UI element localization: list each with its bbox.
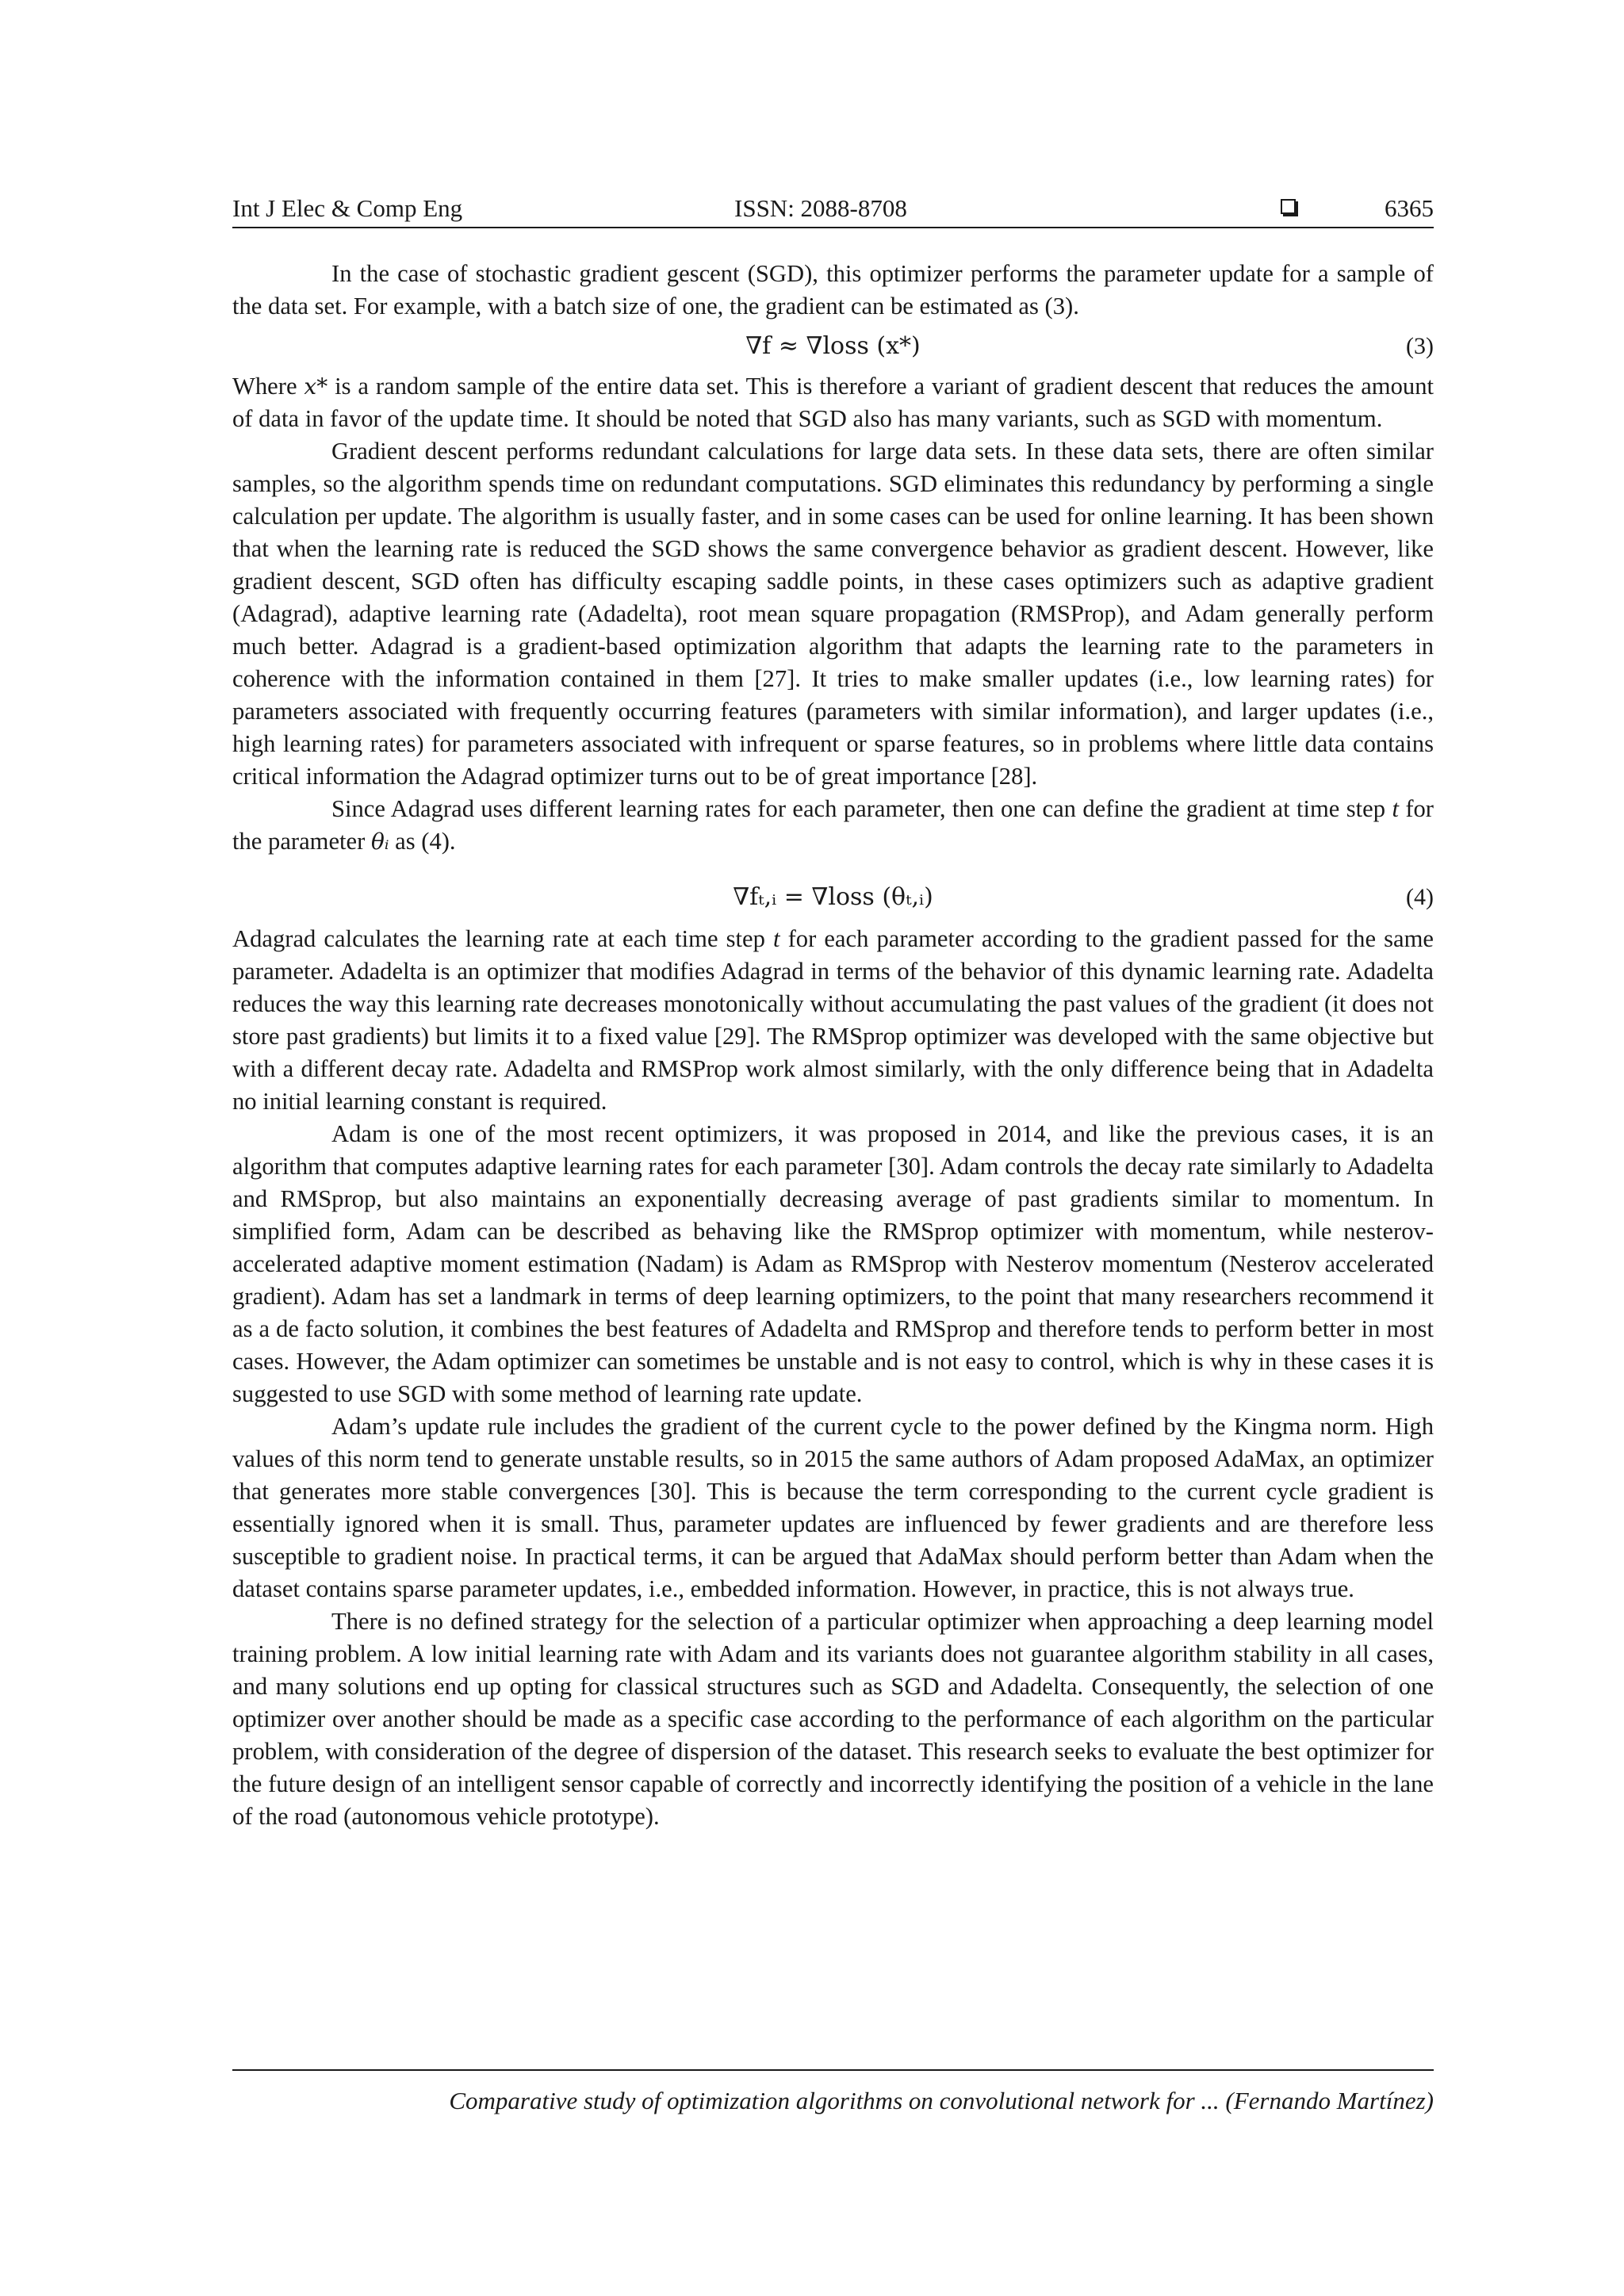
variable-t-2: t bbox=[773, 925, 780, 952]
equation-4-formula: ∇fₜ,ᵢ = ∇loss (θₜ,ᵢ) bbox=[733, 883, 933, 911]
square-box-icon bbox=[1281, 199, 1296, 214]
page-number: 6365 bbox=[1385, 194, 1434, 222]
body-text bbox=[232, 258, 1434, 1833]
running-footer: Comparative study of optimization algorithms on convolutional network for ... (Fernando Martínez) bbox=[449, 2087, 1434, 2114]
paragraph-adagrad-define-mid: for the parameter bbox=[232, 795, 1434, 855]
paragraph-where-post: is a random sample of the entire data set. This is therefore a variant of gradient descent that reduces the amount of data in favor of the update time. It should be noted that SGD also has many variants, such as SGD with momentum. bbox=[232, 373, 1434, 432]
paragraph-sgd-intro: In the case of stochastic gradient gescent (SGD), this optimizer performs the parameter update for a sample of the data set. For example, with a batch size of one, the gradient can be estimated as (3). bbox=[232, 260, 1434, 320]
equation-4 bbox=[232, 874, 1434, 923]
paragraph-gradient-descent: Gradient descent performs redundant calculations for large data sets. In these data sets, there are often similar samples, so the algorithm spends time on redundant computations. SGD eliminates this redundancy by performing a single calculation per update. The algorithm is usually faster, and in some cases can be used for online learning. It has been shown that when the learning rate is reduced the SGD shows the same convergence behavior as gradient descent. However, like gradient descent, SGD often has difficulty escaping saddle points, in these cases optimizers such as adaptive gradient (Adagrad), adaptive learning rate (Adadelta), root mean square propagation (RMSProp), and Adam generally perform much better. Adagrad is a gradient-based optimization algorithm that adapts the learning rate to the parameters in coherence with the information contained in them [27]. It tries to make smaller updates (i.e., low learning rates) for parameters associated with frequently occurring features (parameters with similar information), and larger updates (i.e., high learning rates) for parameters associated with infrequent or sparse features, so in problems where little data contains critical information the Adagrad optimizer turns out to be of great importance [28]. bbox=[232, 438, 1434, 790]
paragraph-where-pre: Where bbox=[232, 373, 304, 400]
equation-4-number: (4) bbox=[1406, 884, 1434, 910]
paragraph-adagrad-define-pre: Since Adagrad uses different learning rates for each parameter, then one can define the gradient at time step bbox=[331, 795, 1392, 822]
variable-theta-i: θᵢ bbox=[370, 828, 389, 855]
equation-3-formula: ∇f ≈ ∇loss (x*) bbox=[745, 332, 921, 360]
journal-name: Int J Elec & Comp Eng bbox=[232, 194, 463, 222]
variable-t: t bbox=[1392, 795, 1399, 822]
paragraph-where bbox=[232, 370, 1434, 435]
equation-3-number: (3) bbox=[1406, 333, 1434, 359]
variable-x-star: x* bbox=[304, 373, 328, 400]
paragraph-adadelta-post: for each parameter according to the gradient passed for the same parameter. Adadelta is an optimizer that modifies Adagrad in terms of the behavior of this dynamic learning rate. Adadelta reduces the way this learning rate decreases monotonically without accumulating the past values of the gradient (it does not store past gradients) but limits it to a fixed value [29]. The RMSprop optimizer was developed with the same objective but with a different decay rate. Adadelta and RMSProp work almost similarly, with the only difference being that in Adadelta no initial learning constant is required. bbox=[232, 925, 1434, 1115]
header-rule bbox=[232, 227, 1434, 228]
running-header bbox=[232, 189, 1434, 228]
issn: ISSN: 2088-8708 bbox=[734, 194, 907, 222]
paragraph-adadelta bbox=[232, 923, 1434, 1118]
paragraph-adadelta-pre: Adagrad calculates the learning rate at each time step bbox=[232, 925, 773, 952]
paragraph-adam: Adam is one of the most recent optimizers, it was proposed in 2014, and like the previous cases, it is an algorithm that computes adaptive learning rates for each parameter [30]. Adam controls the decay rate similarly to Adadelta and RMSprop, but also maintains an exponentially decreasing average of past gradients similar to momentum. In simplified form, Adam can be described as behaving like the RMSprop optimizer with momentum, while nesterov-accelerated adaptive moment estimation (Nadam) is Adam as RMSprop with Nesterov momentum (Nesterov accelerated gradient). Adam has set a landmark in terms of deep learning optimizers, to the point that many researchers recommend it as a de facto solution, it combines the best features of Adadelta and RMSprop and therefore tends to perform better in most cases. However, the Adam optimizer can sometimes be unstable and is not easy to control, which is why in these cases it is suggested to use SGD with some method of learning rate update. bbox=[232, 1120, 1434, 1407]
equation-3 bbox=[232, 323, 1434, 370]
paragraph-adagrad-define-post: as (4). bbox=[389, 828, 456, 855]
paragraph-adamax: Adam’s update rule includes the gradient of the current cycle to the power defined by the Kingma norm. High values of this norm tend to generate unstable results, so in 2015 the same authors of Adam proposed AdaMax, an optimizer that generates more stable convergences [30]. This is because the term corresponding to the current cycle gradient is essentially ignored when it is small. Thus, parameter updates are influenced by fewer gradients and are therefore less susceptible to gradient noise. In practical terms, it can be argued that AdaMax should perform better than Adam when the dataset contains sparse parameter updates, i.e., embedded information. However, in practice, this is not always true. bbox=[232, 1413, 1434, 1602]
footer-rule bbox=[232, 2069, 1434, 2071]
paragraph-adagrad-define bbox=[232, 793, 1434, 858]
paragraph-optimizer-selection: There is no defined strategy for the selection of a particular optimizer when approaching a deep learning model training problem. A low initial learning rate with Adam and its variants does not guarantee algorithm stability in all cases, and many solutions end up opting for classical structures such as SGD and Adadelta. Consequently, the selection of one optimizer over another should be made as a specific case according to the performance of each algorithm on the particular problem, with consideration of the degree of dispersion of the dataset. This research seeks to evaluate the best optimizer for the future design of an intelligent sensor capable of correctly and incorrectly identifying the position of a vehicle in the lane of the road (autonomous vehicle prototype). bbox=[232, 1608, 1434, 1830]
